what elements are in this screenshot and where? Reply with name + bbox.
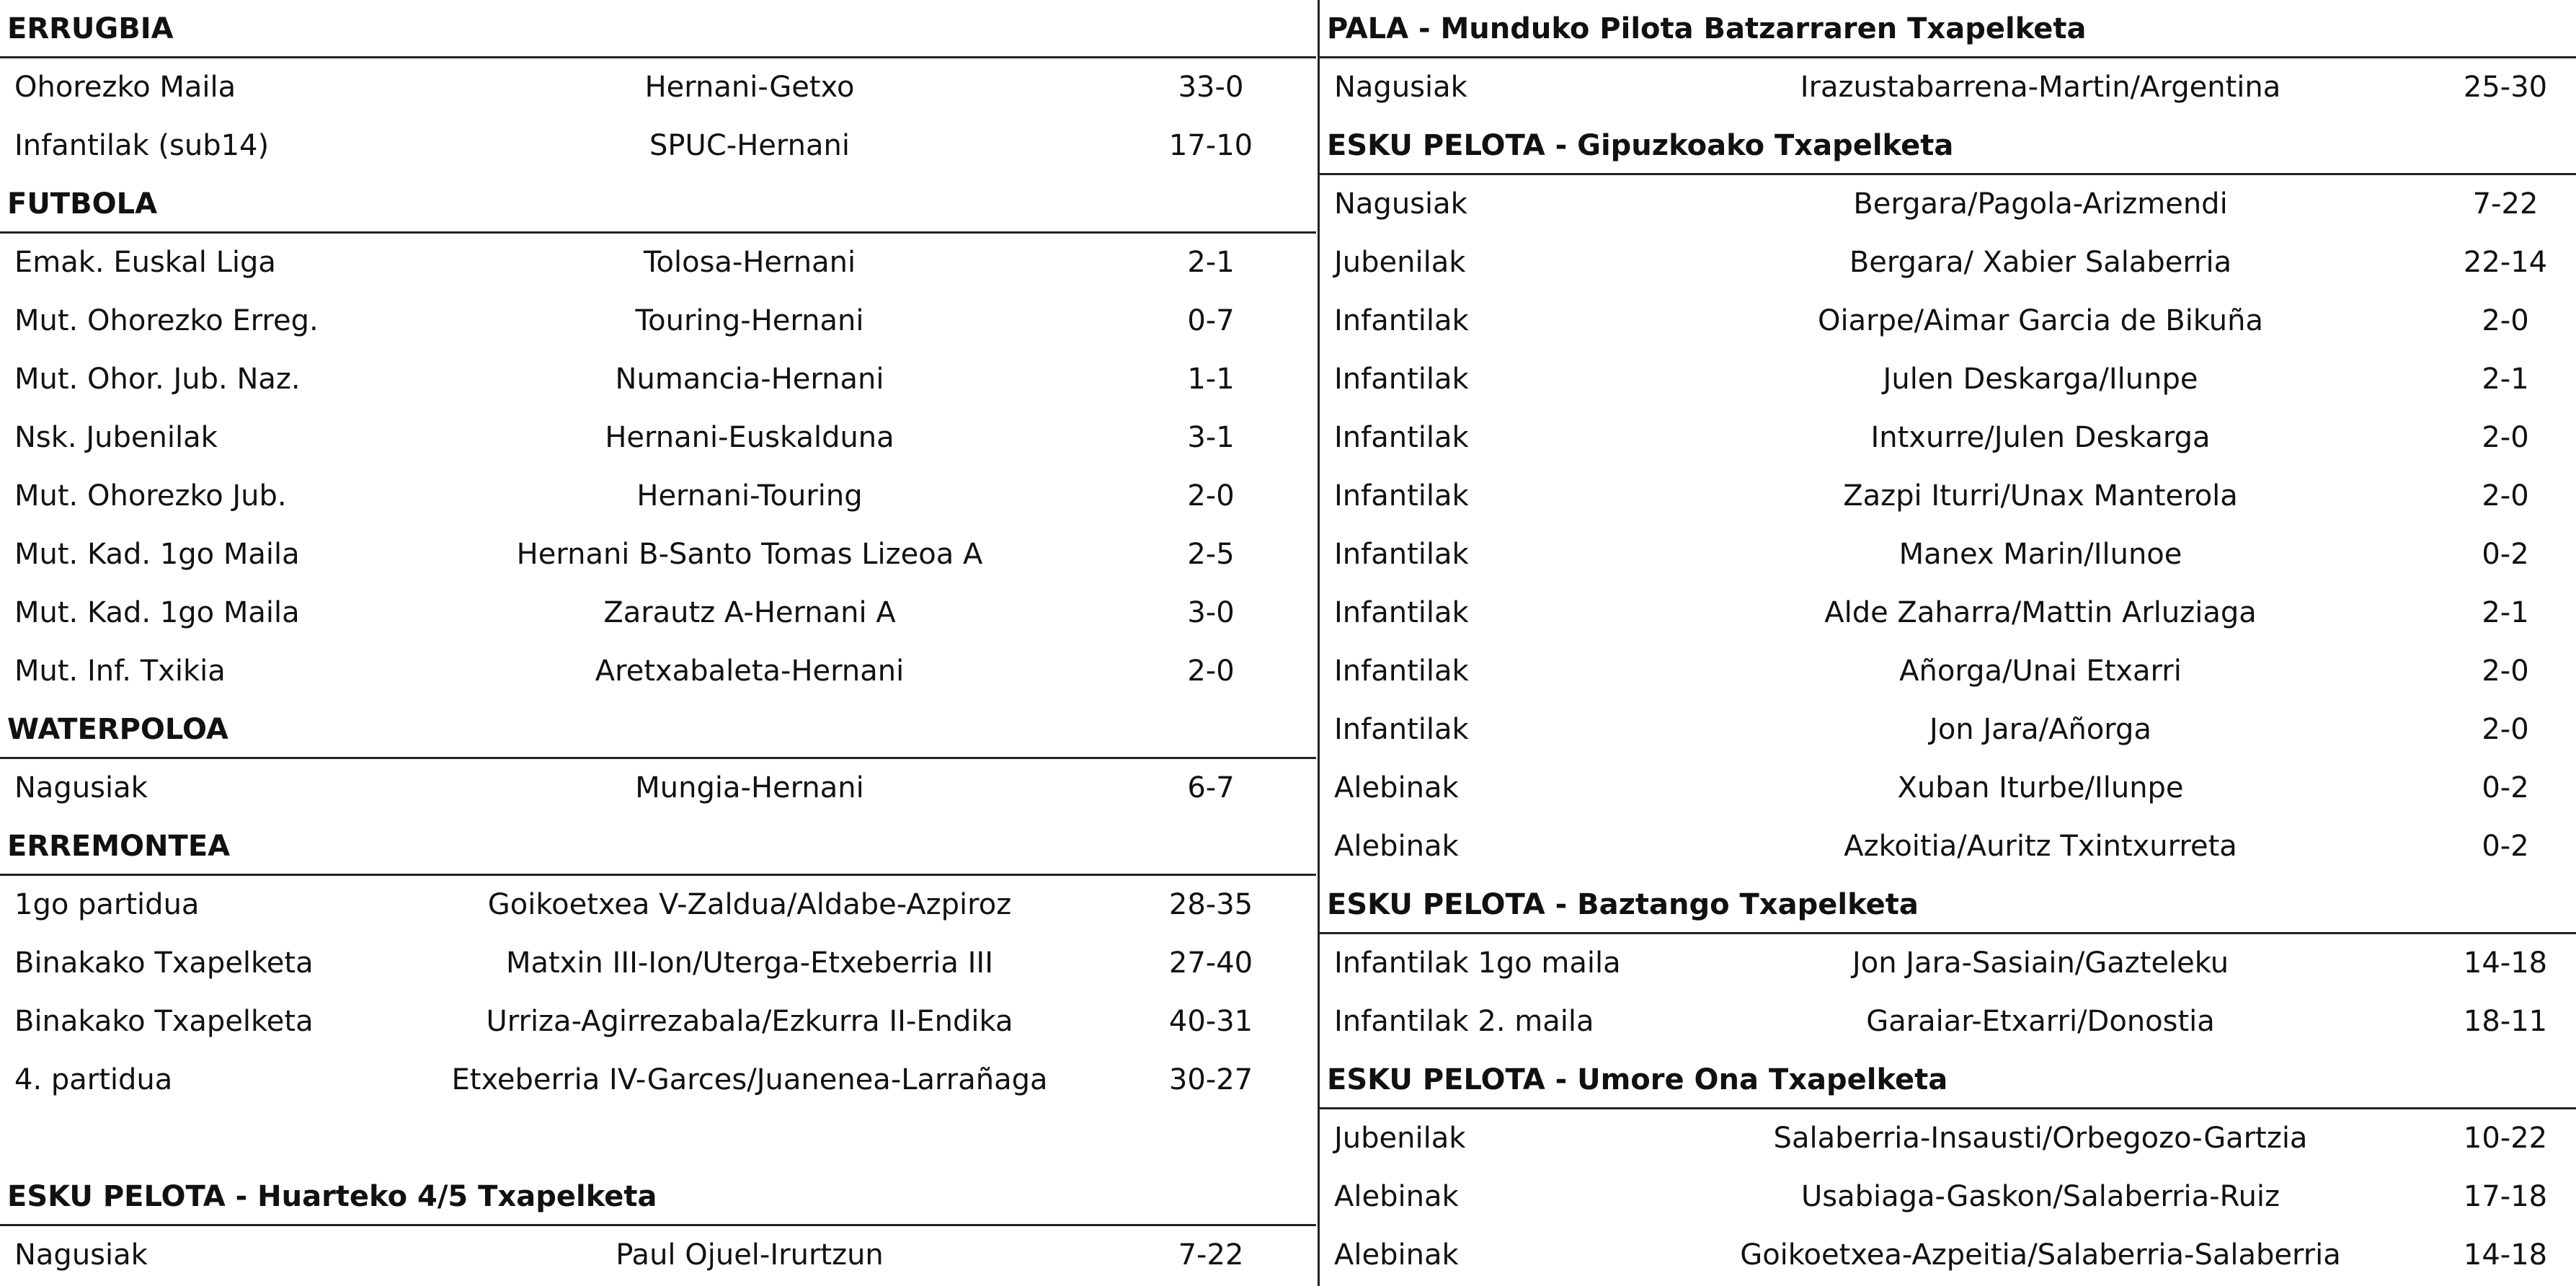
category-label: Binakako Txapelketa [14, 1005, 314, 1038]
match-score: 28-35 [1168, 888, 1253, 921]
match-teams: Xuban Iturbe/Ilunpe [1897, 771, 2184, 804]
category-label: Infantilak (sub14) [14, 129, 270, 162]
match-teams: Hernani-Touring [636, 479, 863, 513]
match-teams: Hernani-Euskalduna [605, 421, 894, 454]
match-score: 40-31 [1168, 1005, 1253, 1038]
result-row [1320, 409, 2576, 467]
result-row [0, 234, 1316, 292]
result-row [1320, 58, 2576, 117]
section-title: ESKU PELOTA - Baztango Txapelketa [1320, 876, 2576, 934]
category-label: Infantilak [1334, 363, 1469, 396]
match-score: 17-18 [2463, 1180, 2548, 1213]
match-score: 14-18 [2463, 1238, 2548, 1272]
category-label: Alebinak [1334, 1238, 1459, 1272]
match-score: 1-1 [1187, 363, 1235, 396]
category-label: Emak. Euskal Liga [14, 246, 276, 279]
section-errugbia [0, 0, 1316, 175]
match-teams: Paul Ojuel-Irurtzun [616, 1238, 884, 1272]
result-row [0, 117, 1316, 175]
match-score: 30-27 [1168, 1063, 1253, 1096]
result-row [1320, 642, 2576, 701]
category-label: Mut. Kad. 1go Maila [14, 538, 300, 571]
match-score: 2-0 [1187, 479, 1235, 513]
result-row [0, 58, 1316, 117]
match-teams: Jon Jara-Sasiain/Gazteleku [1852, 946, 2229, 980]
match-score: 0-7 [1187, 304, 1235, 337]
category-label: 1go partidua [14, 888, 200, 921]
result-row [1320, 817, 2576, 876]
category-label: Infantilak [1334, 655, 1469, 688]
match-score: 18-11 [2463, 1005, 2548, 1038]
result-row [0, 409, 1316, 467]
match-teams: Azkoitia/Auritz Txintxurreta [1844, 830, 2237, 863]
result-row [0, 642, 1316, 701]
category-label: Jubenilak [1334, 246, 1466, 279]
result-row [1320, 759, 2576, 817]
match-teams: Julen Deskarga/Ilunpe [1883, 363, 2198, 396]
category-label: Infantilak 2. maila [1334, 1005, 1594, 1038]
result-row [1320, 934, 2576, 993]
match-score: 3-0 [1187, 596, 1235, 629]
match-score: 7-22 [1178, 1238, 1244, 1272]
match-score: 22-14 [2463, 246, 2548, 279]
category-label: Binakako Txapelketa [14, 946, 314, 980]
result-row [0, 876, 1316, 934]
section-futbola [0, 175, 1316, 701]
match-teams: Numancia-Hernani [615, 363, 884, 396]
match-teams: Touring-Hernani [635, 304, 864, 337]
match-score: 0-2 [2482, 538, 2529, 571]
result-row [1320, 701, 2576, 759]
category-label: Infantilak [1334, 713, 1469, 746]
match-teams: Etxeberria IV-Garces/Juanenea-Larrañaga [451, 1063, 1048, 1096]
category-label: Nagusiak [1334, 187, 1467, 221]
category-label: Infantilak 1go maila [1334, 946, 1621, 980]
match-teams: Jon Jara/Añorga [1929, 713, 2151, 746]
result-row [1320, 584, 2576, 642]
section-esku-pelota-umore-ona-txapelketa [1320, 1051, 2576, 1285]
right-results-column [1318, 0, 2576, 1286]
match-score: 6-7 [1187, 771, 1235, 804]
category-label: Nagusiak [14, 771, 148, 804]
match-teams: Irazustabarrena-Martin/Argentina [1800, 71, 2281, 104]
section-title: ERRUGBIA [0, 0, 1316, 58]
category-label: Mut. Ohorezko Erreg. [14, 304, 319, 337]
match-teams: Garaiar-Etxarri/Donostia [1866, 1005, 2215, 1038]
match-score: 17-10 [1168, 129, 1253, 162]
match-score: 2-0 [2482, 655, 2529, 688]
result-row [1320, 1226, 2576, 1285]
category-label: Infantilak [1334, 304, 1469, 337]
section-title: FUTBOLA [0, 175, 1316, 234]
match-score: 3-1 [1187, 421, 1235, 454]
section-erremontea [0, 817, 1316, 1109]
category-label: Mut. Ohor. Jub. Naz. [14, 363, 301, 396]
match-teams: Alde Zaharra/Mattin Arluziaga [1824, 596, 2257, 629]
match-score: 7-22 [2472, 187, 2539, 221]
category-label: Infantilak [1334, 421, 1469, 454]
result-row [0, 292, 1316, 350]
result-row [0, 467, 1316, 526]
match-score: 2-5 [1187, 538, 1235, 571]
section-esku-pelota-huarteko-4-5-txapelketa [0, 1168, 1316, 1285]
match-score: 33-0 [1178, 71, 1244, 104]
section-pala-munduko-pilota-batzarraren-txapelketa [1320, 0, 2576, 117]
match-teams: Goikoetxea-Azpeitia/Salaberria-Salaberria [1740, 1238, 2341, 1272]
match-score: 2-0 [1187, 655, 1235, 688]
section-title: WATERPOLOA [0, 701, 1316, 759]
category-label: Alebinak [1334, 1180, 1459, 1213]
result-row [0, 584, 1316, 642]
category-label: Alebinak [1334, 830, 1459, 863]
match-teams: Oiarpe/Aimar Garcia de Bikuña [1818, 304, 2263, 337]
match-score: 2-1 [2482, 596, 2529, 629]
category-label: Alebinak [1334, 771, 1459, 804]
section-title: ESKU PELOTA - Umore Ona Txapelketa [1320, 1051, 2576, 1109]
category-label: 4. partidua [14, 1063, 173, 1096]
match-score: 0-2 [2482, 771, 2529, 804]
category-label: Ohorezko Maila [14, 71, 236, 104]
match-score: 10-22 [2463, 1122, 2548, 1155]
match-teams: Salaberria-Insausti/Orbegozo-Gartzia [1773, 1122, 2308, 1155]
match-score: 25-30 [2463, 71, 2548, 104]
result-row [0, 993, 1316, 1051]
match-teams: Manex Marin/Ilunoe [1898, 538, 2182, 571]
category-label: Mut. Ohorezko Jub. [14, 479, 287, 513]
match-score: 2-0 [2482, 713, 2529, 746]
match-score: 0-2 [2482, 830, 2529, 863]
section-title: ESKU PELOTA - Huarteko 4/5 Txapelketa [0, 1168, 1316, 1226]
category-label: Infantilak [1334, 596, 1469, 629]
result-row [1320, 467, 2576, 526]
match-teams: Intxurre/Julen Deskarga [1870, 421, 2211, 454]
result-row [1320, 292, 2576, 350]
match-teams: Hernani B-Santo Tomas Lizeoa A [516, 538, 983, 571]
category-label: Mut. Kad. 1go Maila [14, 596, 300, 629]
category-label: Jubenilak [1334, 1122, 1466, 1155]
section-title: ERREMONTEA [0, 817, 1316, 876]
category-label: Infantilak [1334, 479, 1469, 513]
match-teams: Urriza-Agirrezabala/Ezkurra II-Endika [486, 1005, 1013, 1038]
match-teams: Bergara/ Xabier Salaberria [1849, 246, 2232, 279]
match-teams: Goikoetxea V-Zaldua/Aldabe-Azpiroz [487, 888, 1012, 921]
category-label: Nagusiak [1334, 71, 1467, 104]
category-label: Mut. Inf. Txikia [14, 655, 226, 688]
result-row [0, 759, 1316, 817]
match-teams: Mungia-Hernani [635, 771, 864, 804]
section-waterpoloa [0, 701, 1316, 817]
match-teams: Bergara/Pagola-Arizmendi [1853, 187, 2228, 221]
match-teams: Aretxabaleta-Hernani [595, 655, 905, 688]
match-score: 2-0 [2482, 304, 2529, 337]
result-row [1320, 350, 2576, 409]
match-teams: Tolosa-Hernani [643, 246, 856, 279]
result-row [1320, 993, 2576, 1051]
match-score: 2-0 [2482, 421, 2529, 454]
category-label: Nagusiak [14, 1238, 148, 1272]
result-row [0, 934, 1316, 993]
result-row [0, 1226, 1316, 1285]
section-spacer [0, 1109, 1316, 1168]
result-row [1320, 234, 2576, 292]
section-esku-pelota-gipuzkoako-txapelketa [1320, 117, 2576, 876]
result-row [1320, 175, 2576, 234]
section-title: PALA - Munduko Pilota Batzarraren Txapelketa [1320, 0, 2576, 58]
match-score: 27-40 [1168, 946, 1253, 980]
result-row [0, 526, 1316, 584]
result-row [0, 1051, 1316, 1109]
section-esku-pelota-baztango-txapelketa [1320, 876, 2576, 1051]
match-score: 2-0 [2482, 479, 2529, 513]
match-score: 2-1 [1187, 246, 1235, 279]
match-score: 2-1 [2482, 363, 2529, 396]
match-teams: Zazpi Iturri/Unax Manterola [1843, 479, 2238, 513]
category-label: Infantilak [1334, 538, 1469, 571]
match-teams: Zarautz A-Hernani A [603, 596, 896, 629]
section-title: ESKU PELOTA - Gipuzkoako Txapelketa [1320, 117, 2576, 175]
result-row [0, 350, 1316, 409]
result-row [1320, 526, 2576, 584]
result-row [1320, 1168, 2576, 1226]
match-score: 14-18 [2463, 946, 2548, 980]
match-teams: Añorga/Unai Etxarri [1899, 655, 2182, 688]
match-teams: Matxin III-Ion/Uterga-Etxeberria III [505, 946, 994, 980]
match-teams: Usabiaga-Gaskon/Salaberria-Ruiz [1800, 1180, 2280, 1213]
match-teams: Hernani-Getxo [644, 71, 855, 104]
category-label: Nsk. Jubenilak [14, 421, 218, 454]
result-row [1320, 1109, 2576, 1168]
match-teams: SPUC-Hernani [649, 129, 850, 162]
